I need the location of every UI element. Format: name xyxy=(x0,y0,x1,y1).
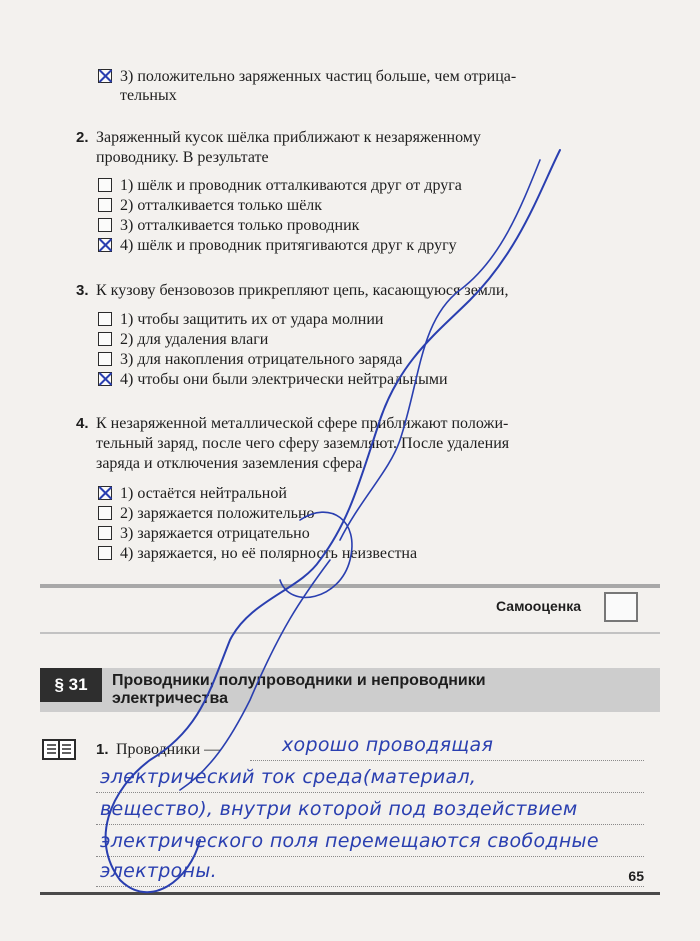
question-number: 3. xyxy=(76,282,89,299)
option-text: 4) шёлк и проводник притягиваются друг к другу xyxy=(120,237,457,254)
question-number: 2. xyxy=(76,129,89,146)
option-text: 2) отталкивается только шёлк xyxy=(120,197,323,214)
section-title: Проводники, полупроводники и непроводники электричества xyxy=(112,672,486,707)
task-label: Проводники — xyxy=(116,741,221,758)
option-text: 2) заряжается положительно xyxy=(120,505,315,522)
handwritten-answer: электрический ток среда(материал, xyxy=(100,766,477,788)
question-text: заряда и отключения заземления сфера xyxy=(96,455,363,472)
question-text: тельный заряд, после чего сферу заземляют. После удаления xyxy=(96,435,510,452)
question-text: Заряженный кусок шёлка приближают к незаряженному xyxy=(96,129,481,146)
handwritten-answer: хорошо проводящая xyxy=(282,734,494,756)
option-text: 1) шёлк и проводник отталкиваются друг от друга xyxy=(120,177,462,194)
question-number: 4. xyxy=(76,415,89,432)
option-text: 4) чтобы они были электрически нейтральными xyxy=(120,371,448,388)
section-tag: § 31 xyxy=(40,668,102,702)
option-text: 3) положительно заряженных частиц больше, чем отрица- xyxy=(120,68,517,85)
option-text: 1) остаётся нейтральной xyxy=(120,485,287,502)
question-text: К кузову бензовозов прикрепляют цепь, касающуюся земли, xyxy=(96,282,509,299)
option-text: 4) заряжается, но её полярность неизвестна xyxy=(120,545,418,562)
page-number: 65 xyxy=(628,868,644,884)
handwritten-answer: электрического поля перемещаются свободные xyxy=(100,830,599,852)
option-text: 3) отталкивается только проводник xyxy=(120,217,360,234)
handwritten-answer: вещество), внутри которой под воздействием xyxy=(100,798,578,820)
self-assessment-label: Самооценка xyxy=(496,598,581,614)
handwritten-answer: электроны. xyxy=(100,860,217,882)
option-text: 3) для накопления отрицательного заряда xyxy=(120,351,403,368)
question-text: К незаряженной металлической сфере приближают положи- xyxy=(96,415,509,432)
option-text: 2) для удаления влаги xyxy=(120,331,269,348)
task-number: 1. xyxy=(96,741,109,758)
question-text: проводнику. В результате xyxy=(96,149,269,166)
option-text: 1) чтобы защитить их от удара молнии xyxy=(120,311,384,328)
option-text: 3) заряжается отрицательно xyxy=(120,525,310,542)
option-text-continued: тельных xyxy=(120,87,177,104)
